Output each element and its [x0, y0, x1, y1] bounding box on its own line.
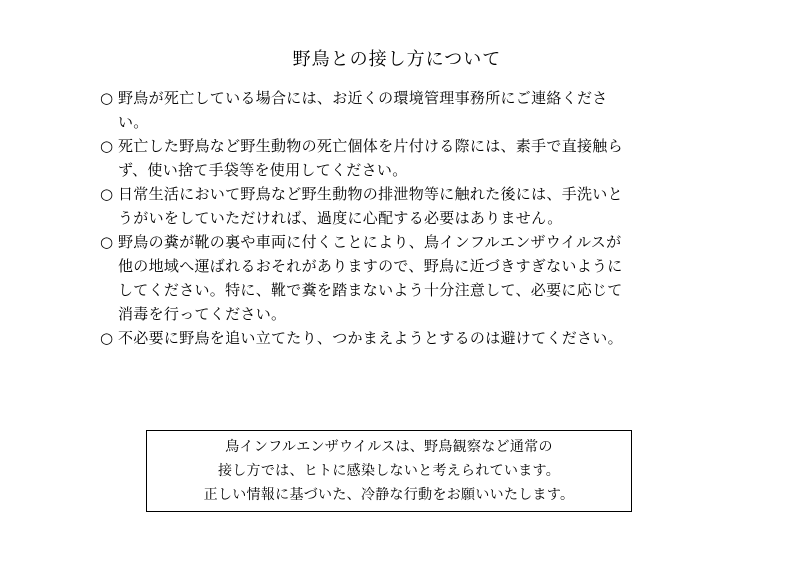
item-line: ず、使い捨て手袋等を使用してください。 [118, 161, 408, 179]
list-item [100, 326, 700, 350]
list-item [100, 134, 700, 182]
notice-box [146, 430, 632, 512]
item-line: 野鳥の糞が靴の裏や車両に付くことにより、鳥インフルエンザウイルスが [118, 233, 622, 251]
item-text [118, 182, 700, 230]
bullet-circle-icon: ○ [100, 185, 114, 203]
item-text [118, 134, 700, 182]
guidelines-list [100, 86, 700, 350]
list-item [100, 86, 700, 134]
item-text [118, 230, 700, 326]
item-line: 他の地域へ運ばれるおそれがありますので、野鳥に近づきすぎないように [118, 257, 623, 275]
bullet-circle-icon: ○ [100, 233, 114, 251]
list-item [100, 230, 700, 326]
bullet-circle-icon: ○ [100, 89, 114, 107]
notice-line: 鳥インフルエンザウイルスは、野鳥観察など通常の [225, 439, 553, 455]
item-line: い。 [118, 113, 149, 131]
notice-line: 接し方では、ヒトに感染しないと考えられています。 [217, 463, 561, 479]
bullet-circle-icon: ○ [100, 137, 114, 155]
item-text [118, 326, 700, 350]
notice-line: 正しい情報に基づいた、冷静な行動をお願いいたします。 [203, 487, 575, 503]
item-line: 不必要に野鳥を追い立てたり、つかまえようとするのは避けてください。 [118, 329, 623, 347]
item-text [118, 86, 700, 134]
item-line: うがいをしていただければ、過度に心配する必要はありません。 [118, 209, 563, 227]
item-line: 死亡した野鳥など野生動物の死亡個体を片付ける際には、素手で直接触ら [118, 137, 623, 155]
item-line: してください。特に、靴で糞を踏まないよう十分注意して、必要に応じて [118, 281, 623, 299]
item-line: 日常生活において野鳥など野生動物の排泄物等に触れた後には、手洗いと [118, 185, 623, 203]
item-line: 野鳥が死亡している場合には、お近くの環境管理事務所にご連絡くださ [118, 89, 608, 107]
bullet-circle-icon: ○ [100, 329, 114, 347]
list-item [100, 182, 700, 230]
page-title: 野鳥との接し方について [292, 49, 502, 70]
item-line: 消毒を行ってください。 [118, 305, 287, 323]
